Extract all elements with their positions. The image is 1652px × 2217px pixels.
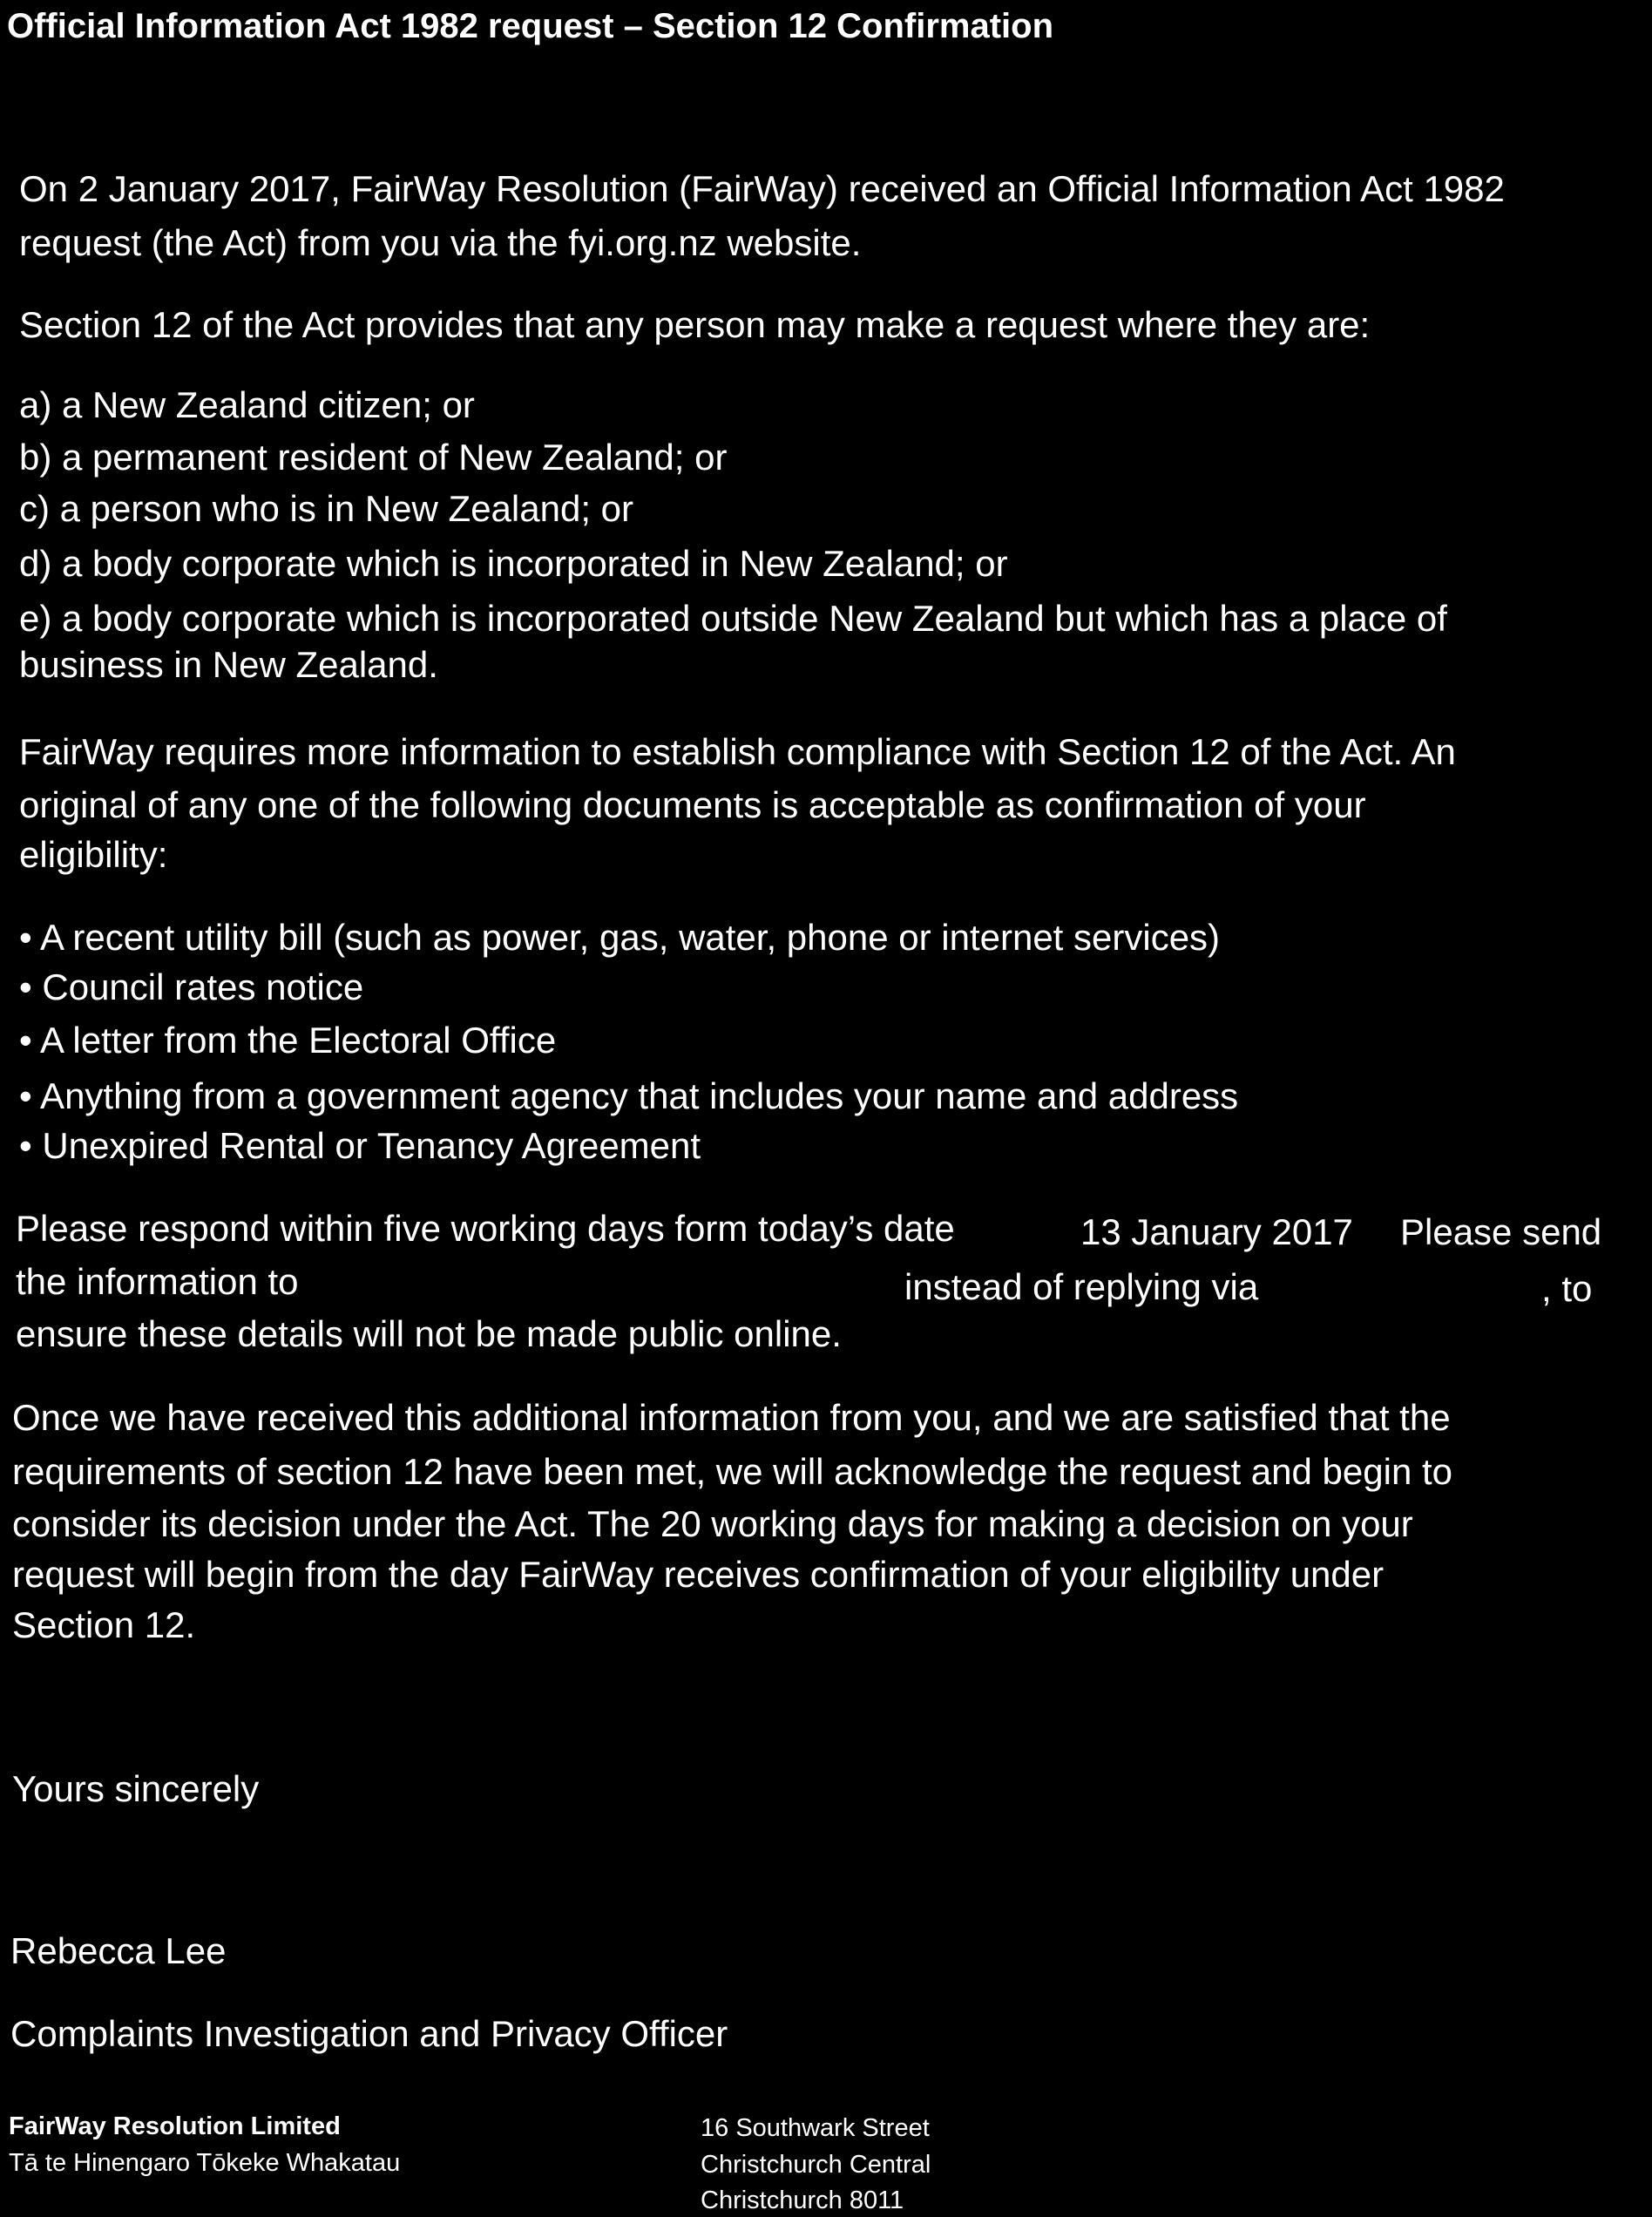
letter-title: Official Information Act 1982 request – Section 12 Confirmation xyxy=(7,7,1053,45)
section12-intro: Section 12 of the Act provides that any person may make a request where they are: xyxy=(19,304,1371,345)
respond-line-2-b: instead of replying via xyxy=(904,1266,1259,1307)
footer-company-maori: Tā te Hinengaro Tōkeke Whakatau xyxy=(9,2149,401,2177)
process-line-4: request will begin from the day FairWay receives confirmation of your eligibility under xyxy=(12,1554,1385,1595)
criterion-a: a) a New Zealand citizen; or xyxy=(19,384,475,425)
footer-address-line-3: Christchurch 8011 xyxy=(701,2186,904,2214)
criterion-e-line-2: business in New Zealand. xyxy=(19,644,438,685)
document-item: • A letter from the Electoral Office xyxy=(19,1020,557,1061)
footer-company: FairWay Resolution Limited xyxy=(9,2112,341,2140)
criterion-d: d) a body corporate which is incorporated in New Zealand; or xyxy=(19,543,1008,584)
respond-line-2-a: the information to xyxy=(16,1261,299,1302)
footer-address-line-2: Christchurch Central xyxy=(701,2151,931,2179)
process-line-2: requirements of section 12 have been met, we will acknowledge the request and begin to xyxy=(12,1451,1453,1492)
requirement-line-1: FairWay requires more information to establish compliance with Section 12 of the Act. An xyxy=(19,731,1456,772)
requirement-line-2: original of any one of the following documents is acceptable as confirmation of your xyxy=(19,784,1366,825)
criterion-b: b) a permanent resident of New Zealand; or xyxy=(19,437,728,478)
footer-address-line-1: 16 Southwark Street xyxy=(701,2114,930,2142)
intro-line-2: request (the Act) from you via the fyi.org.nz website. xyxy=(19,222,862,263)
respond-line-2-c: , to xyxy=(1541,1268,1593,1309)
requirement-line-3: eligibility: xyxy=(19,834,168,875)
process-line-1: Once we have received this additional information from you, and we are satisfied that the xyxy=(12,1397,1451,1438)
respond-line-3: ensure these details will not be made public online. xyxy=(16,1313,842,1354)
respond-date: 13 January 2017 xyxy=(1080,1211,1353,1252)
intro-line-1: On 2 January 2017, FairWay Resolution (FairWay) received an Official Information Act 1982 xyxy=(19,168,1505,209)
signatory-title: Complaints Investigation and Privacy Officer xyxy=(10,2013,728,2054)
process-line-3: consider its decision under the Act. The 20 working days for making a decision on your xyxy=(12,1503,1413,1544)
document-item: • A recent utility bill (such as power, gas, water, phone or internet services) xyxy=(19,917,1221,958)
document-item: • Anything from a government agency that includes your name and address xyxy=(19,1075,1239,1116)
document-item: • Unexpired Rental or Tenancy Agreement xyxy=(19,1125,701,1166)
respond-text: Please respond within five working days form today’s date xyxy=(16,1208,955,1249)
document-item: • Council rates notice xyxy=(19,966,364,1007)
criterion-c: c) a person who is in New Zealand; or xyxy=(19,488,633,529)
criterion-e-line-1: e) a body corporate which is incorporated outside New Zealand but which has a place of xyxy=(19,598,1447,639)
closing: Yours sincerely xyxy=(12,1768,260,1809)
process-line-5: Section 12. xyxy=(12,1604,196,1645)
respond-text-continued: Please send xyxy=(1400,1211,1602,1252)
signatory-name: Rebecca Lee xyxy=(10,1930,227,1971)
